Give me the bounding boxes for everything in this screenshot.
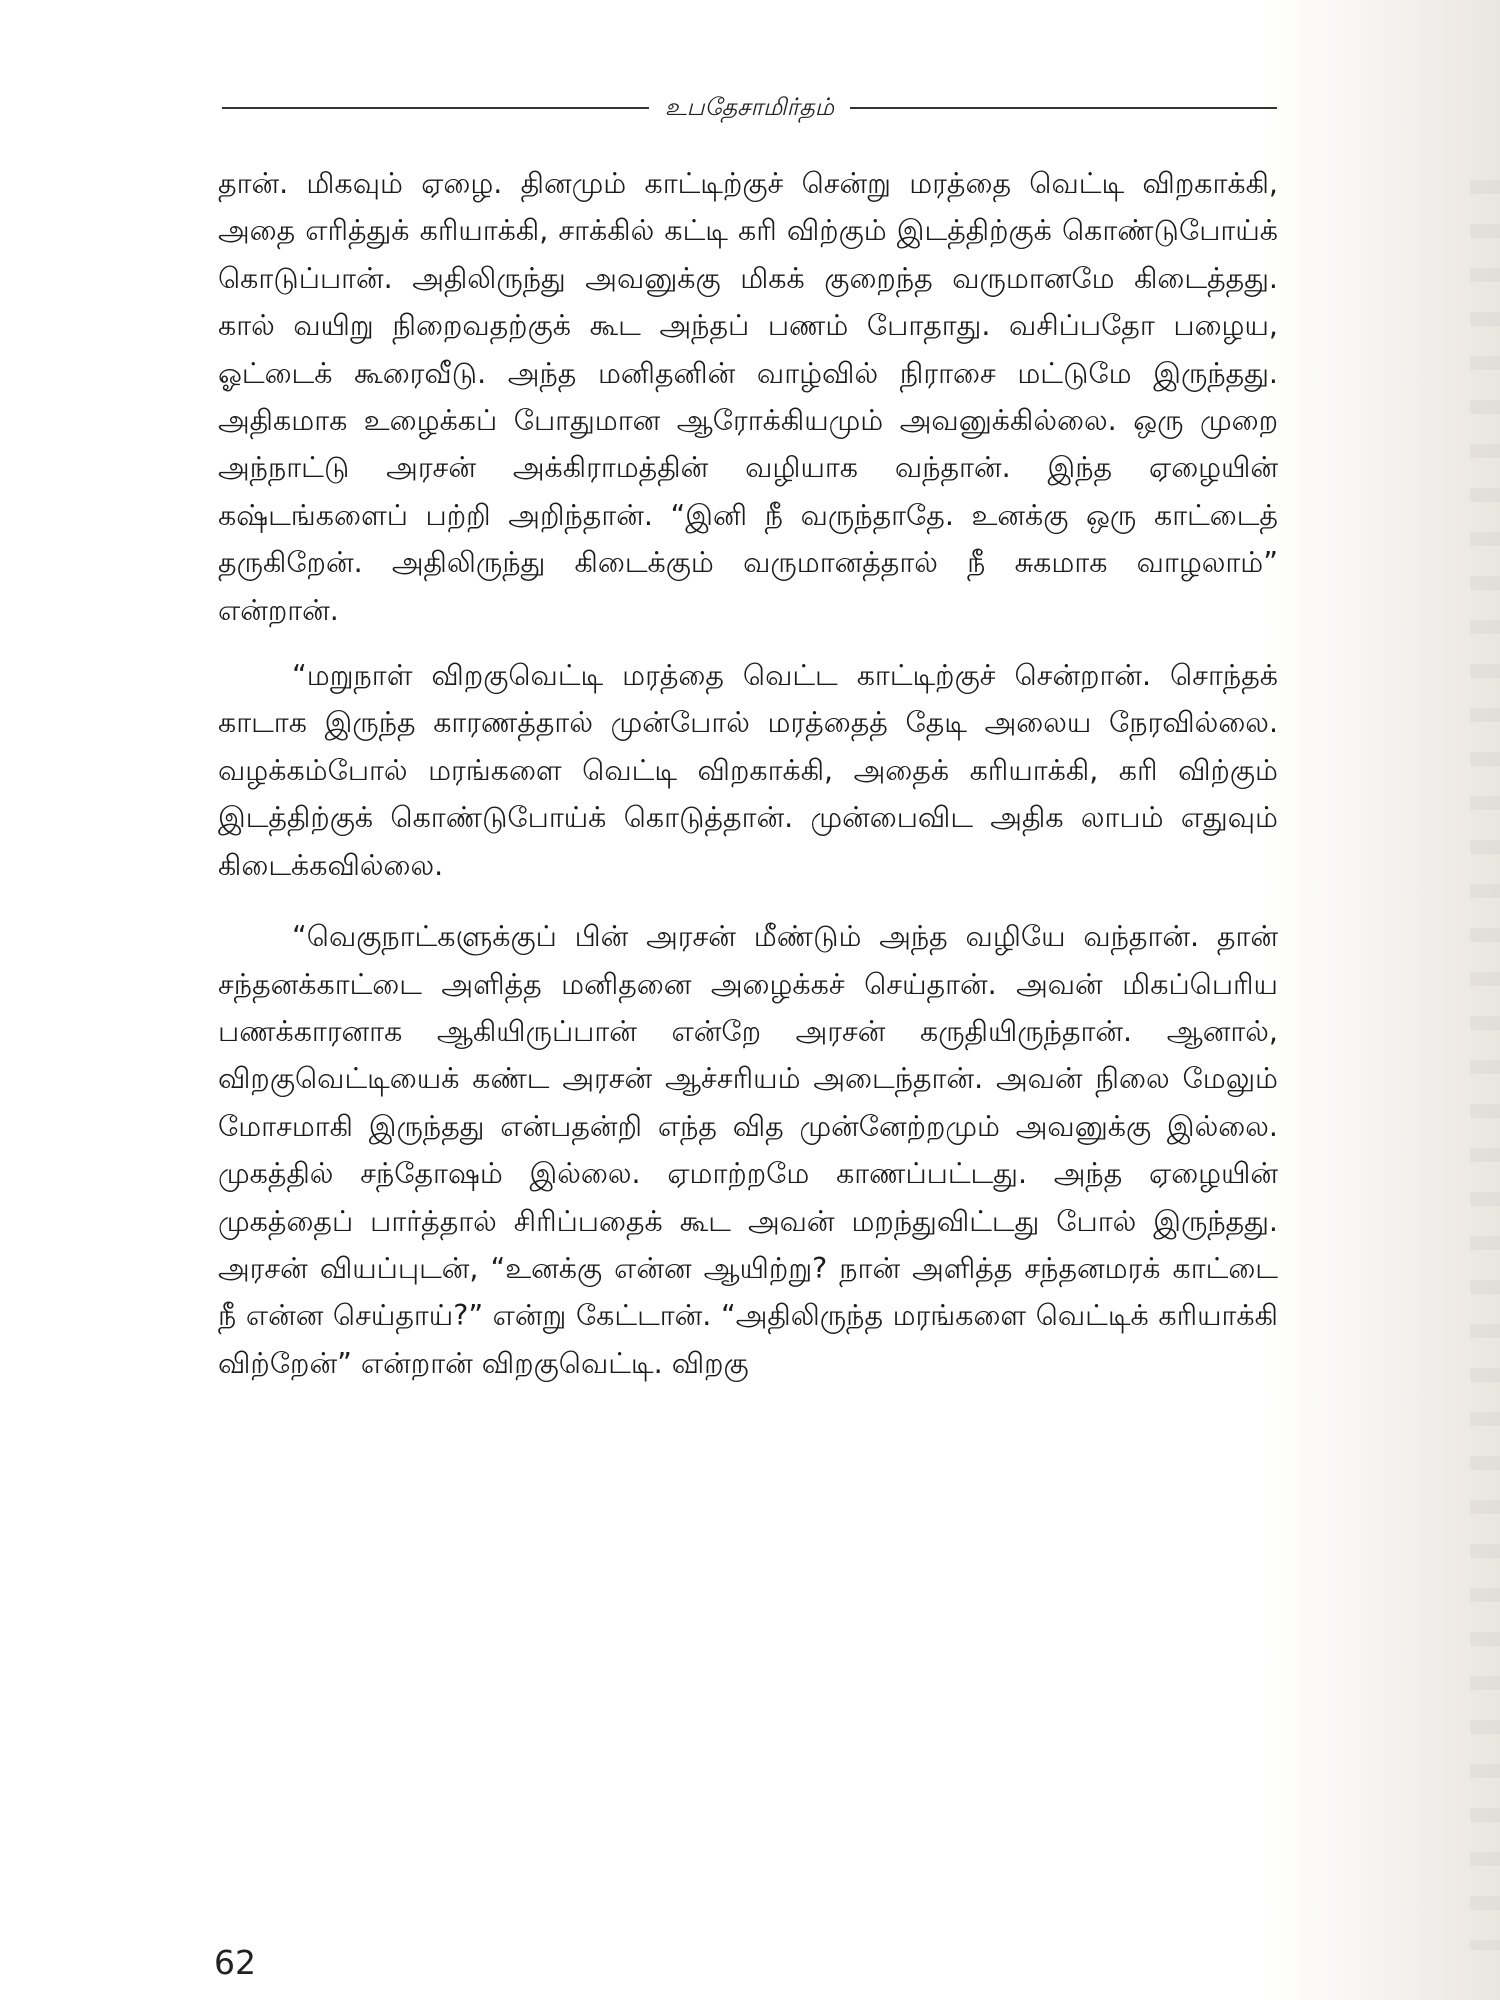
paragraph-3: “வெகுநாட்களுக்குப் பின் அரசன் மீண்டும் அந்த வழியே வந்தான். தான் சந்தனக்காட்டை அளித்த மனிதனை அழைக்கச் செய்தான். அவன் மிகப்பெரிய பணக்காரனாக ஆகியிருப்பான் என்றே அரசன் கருதியிருந்தான். ஆனால், விறகுவெட்டியைக் கண்ட அரசன் ஆச்சரியம் அடைந்தான். அவன் நிலை மேலும் மோசமாகி இருந்தது என்பதன்றி எந்த வித முன்னேற்றமும் அவனுக்கு இல்லை. முகத்தில் சந்தோஷம் இல்லை. ஏமாற்றமே காணப்பட்டது. அந்த ஏழையின் முகத்தைப் பார்த்தால் சிரிப்பதைக் கூட அவன் மறந்துவிட்டது போல் இருந்தது. அரசன் வியப்புடன், “உனக்கு என்ன ஆயிற்று? நான் அளித்த சந்தனமரக் காட்டை நீ என்ன செய்தாய்?” என்று கேட்டான். “அதிலிருந்த மரங்களை வெட்டிக் கரியாக்கி விற்றேன்” என்றான் விறகுவெட்டி. விறகு [218,920,1278,1380]
page-body [218,160,1278,1387]
header-rule-right [850,107,1277,109]
facing-page-bleed [1470,150,1500,1950]
paragraph-1: தான். மிகவும் ஏழை. தினமும் காட்டிற்குச் சென்று மரத்தை வெட்டி விறகாக்கி, அதை எரித்துக் கரியாக்கி, சாக்கில் கட்டி கரி விற்கும் இடத்திற்குக் கொண்டுபோய்க் கொடுப்பான். அதிலிருந்து அவனுக்கு மிகக் குறைந்த வருமானமே கிடைத்தது. கால் வயிறு நிறைவதற்குக் கூட அந்தப் பணம் போதாது. வசிப்பதோ பழைய, ஓட்டைக் கூரைவீடு. அந்த மனிதனின் வாழ்வில் நிராசை மட்டுமே இருந்தது. அதிகமாக உழைக்கப் போதுமான ஆரோக்கியமும் அவனுக்கில்லை. ஒரு முறை அந்நாட்டு அரசன் அக்கிராமத்தின் வழியாக வந்தான். இந்த ஏழையின் கஷ்டங்களைப் பற்றி அறிந்தான். “இனி நீ வருந்தாதே. உனக்கு ஒரு காட்டைத் தருகிறேன். அதிலிருந்து கிடைக்கும் வருமானத்தால் நீ சுகமாக வாழலாம்” என்றான். [218,167,1278,627]
header-rule-left [222,107,649,109]
header-title: உபதேசாமிர்தம் [664,92,835,121]
running-header [222,88,1277,128]
paragraph-2: “மறுநாள் விறகுவெட்டி மரத்தை வெட்ட காட்டிற்குச் சென்றான். சொந்தக் காடாக இருந்த காரணத்தால் முன்போல் மரத்தைத் தேடி அலைய நேரவில்லை. வழக்கம்போல் மரங்களை வெட்டி விறகாக்கி, அதைக் கரியாக்கி, கரி விற்கும் இடத்திற்குக் கொண்டுபோய்க் கொடுத்தான். முன்பைவிட அதிக லாபம் எதுவும் கிடைக்கவில்லை. [218,659,1278,882]
page-number: 62 [214,1943,256,1982]
